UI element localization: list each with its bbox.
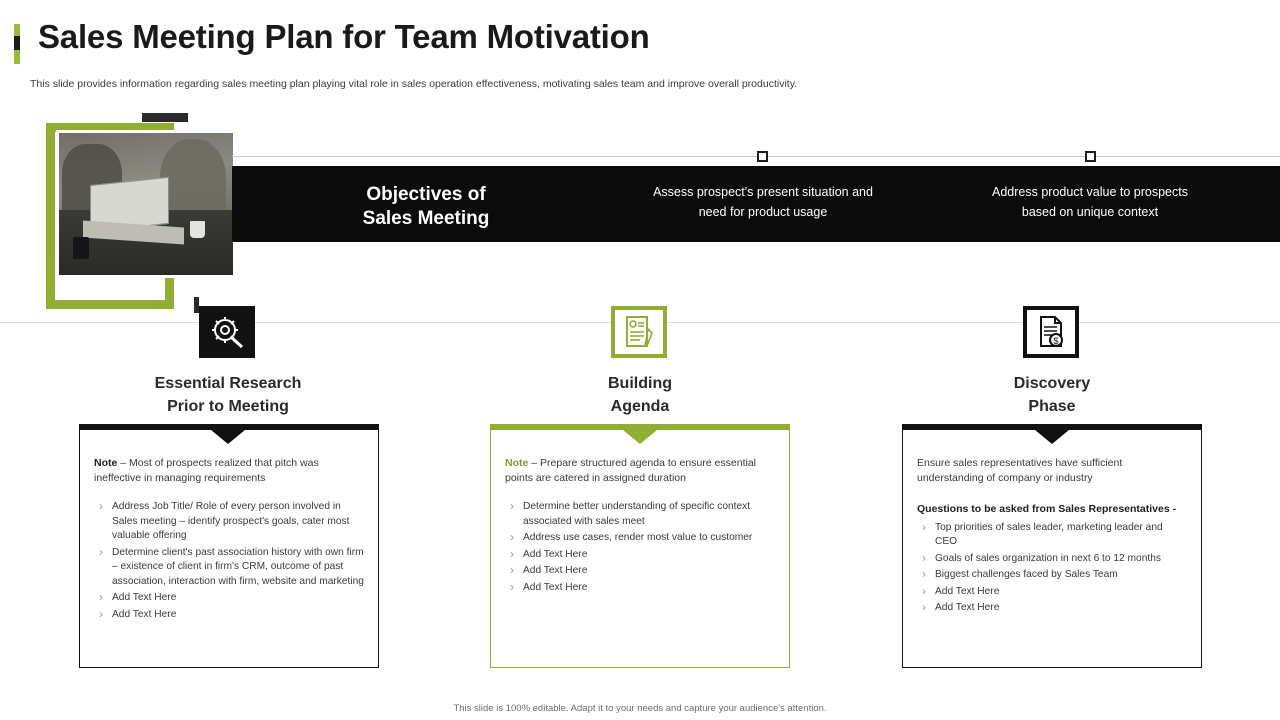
divider-top	[232, 156, 1280, 157]
photo-cup	[190, 221, 206, 238]
banner-title-line2: Sales Meeting	[362, 208, 490, 229]
column-3-bullets	[917, 521, 1187, 616]
column-1-note-label: Note	[94, 457, 118, 469]
column-2-heading	[490, 372, 790, 418]
notch-marker-1	[757, 151, 768, 162]
discovery-file-dollar-icon	[1023, 306, 1079, 358]
column-2-note	[505, 456, 775, 486]
list-item: › Goals of sales organization in next 6 to 12 months	[917, 552, 1187, 567]
notch-marker-2	[1085, 151, 1096, 162]
list-item: › Top priorities of sales leader, marketing leader and CEO	[917, 521, 1187, 550]
column-1-heading-line1: Essential Research	[154, 375, 302, 392]
slide-footer: This slide is 100% editable. Adapt it to your needs and capture your audience's attention.	[453, 703, 827, 714]
list-item: › Biggest challenges faced by Sales Team	[917, 568, 1187, 583]
column-1-card	[79, 424, 379, 668]
list-item: › Add Text Here	[505, 581, 775, 596]
column-3-heading-line1: Discovery	[1013, 375, 1091, 392]
banner-title-line1: Objectives of	[366, 184, 486, 205]
research-gear-magnifier-icon	[199, 306, 255, 358]
column-1-bullets	[94, 500, 364, 622]
column-2-bullets	[505, 500, 775, 595]
list-item: › Add Text Here	[917, 601, 1187, 616]
column-3-note	[917, 456, 1187, 486]
banner-item-1: Assess prospect's present situation and need for product usage	[653, 185, 873, 219]
column-3-heading	[902, 372, 1202, 418]
title-bar	[14, 18, 1264, 68]
page-subtitle: This slide provides information regarding sales meeting plan playing vital role in sales operation effectiveness, motivating sales team and improve overall productivity.	[30, 78, 798, 90]
column-3-card	[902, 424, 1202, 668]
column-3-note-text: Ensure sales representatives have sufficient understanding of company or industry	[917, 457, 1123, 484]
column-2-card	[490, 424, 790, 668]
photo-block	[46, 113, 242, 309]
banner-title	[246, 183, 606, 231]
meeting-photo	[56, 130, 236, 278]
column-1-card-arrow	[211, 430, 245, 444]
list-item: › Add Text Here	[505, 548, 775, 563]
column-2-heading-line2: Agenda	[610, 398, 670, 415]
page-title: Sales Meeting Plan for Team Motivation	[38, 18, 650, 55]
column-2-card-arrow	[623, 430, 657, 444]
column-3-heading-line2: Phase	[1028, 398, 1076, 415]
column-1-heading-line2: Prior to Meeting	[167, 398, 289, 415]
banner-item-2: Address product value to prospects based on unique context	[992, 185, 1188, 219]
list-item: › Add Text Here	[94, 591, 364, 606]
column-2-heading-line1: Building	[608, 375, 672, 392]
list-item: › Determine client's past association history with own firm – existence of client in firm's CRM, outcome of past association, interaction with firm, website and marketing	[94, 546, 364, 590]
photo-phone	[73, 237, 89, 260]
list-item: › Determine better understanding of specific context associated with sales meet	[505, 500, 775, 529]
list-item: › Add Text Here	[917, 585, 1187, 600]
column-2-note-label: Note	[505, 457, 529, 469]
agenda-document-icon	[611, 306, 667, 358]
svg-text:$: $	[1053, 336, 1059, 346]
column-1-note-text: – Most of prospects realized that pitch was ineffective in managing requirements	[94, 457, 319, 484]
column-1-heading	[78, 372, 378, 418]
title-accent-dark	[14, 36, 20, 50]
column-1-note	[94, 456, 364, 486]
list-item: › Address use cases, render most value to customer	[505, 531, 775, 546]
list-item: › Add Text Here	[505, 564, 775, 579]
column-3-card-arrow	[1035, 430, 1069, 444]
photo-bar-dark	[142, 113, 188, 122]
list-item: › Address Job Title/ Role of every person involved in Sales meeting – identify prospect's goals, cater most valuable offering	[94, 500, 364, 544]
column-3-sub-heading: Questions to be asked from Sales Representatives -	[917, 503, 1177, 515]
column-2-note-text: – Prepare structured agenda to ensure essential points are catered in assigned duration	[505, 457, 756, 484]
list-item: › Add Text Here	[94, 608, 364, 623]
